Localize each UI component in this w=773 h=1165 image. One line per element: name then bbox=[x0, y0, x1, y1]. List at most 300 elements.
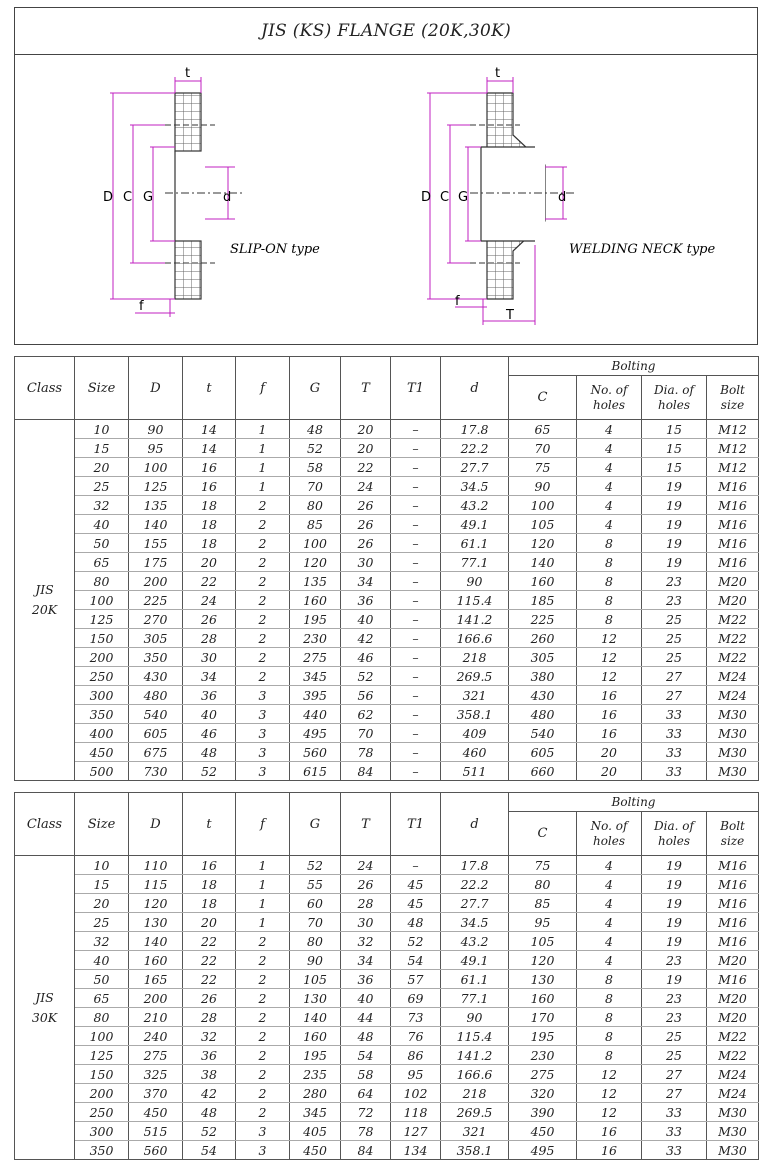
table-row bbox=[15, 989, 759, 1008]
cell-hub-length: 36 bbox=[341, 970, 391, 989]
cell-size: 40 bbox=[75, 515, 129, 534]
cell-raised-face-diameter: 90 bbox=[290, 951, 341, 970]
cell-bolt-circle: 100 bbox=[509, 496, 577, 515]
table-row bbox=[15, 856, 759, 875]
cell-hub-length: 26 bbox=[341, 534, 391, 553]
cell-bore: 43.2 bbox=[441, 496, 509, 515]
cell-raised-face-diameter: 395 bbox=[290, 686, 341, 705]
cell-no-of-holes: 12 bbox=[577, 1103, 642, 1122]
cell-no-of-holes: 16 bbox=[577, 1122, 642, 1141]
cell-size: 50 bbox=[75, 970, 129, 989]
cell-size: 25 bbox=[75, 913, 129, 932]
cell-thickness: 24 bbox=[183, 591, 236, 610]
cell-bolt-size: M16 bbox=[707, 477, 759, 496]
cell-hub-length: 32 bbox=[341, 932, 391, 951]
cell-bolt-size: M16 bbox=[707, 515, 759, 534]
cell-bolt-circle: 75 bbox=[509, 856, 577, 875]
cell-dia-of-holes: 33 bbox=[642, 1122, 707, 1141]
welding-neck-flange-drawing bbox=[421, 66, 715, 325]
jis-20k-table bbox=[14, 356, 759, 781]
cell-raised-face-diameter: 80 bbox=[290, 932, 341, 951]
cell-bolt-circle: 320 bbox=[509, 1084, 577, 1103]
cell-hub-length: 28 bbox=[341, 894, 391, 913]
cell-bore: 90 bbox=[441, 572, 509, 591]
cell-hub-length: 58 bbox=[341, 1065, 391, 1084]
cell-dia-of-holes: 25 bbox=[642, 1046, 707, 1065]
cell-bolt-circle: 75 bbox=[509, 458, 577, 477]
cell-hub-length-t1: 45 bbox=[391, 894, 441, 913]
cell-hub-length: 22 bbox=[341, 458, 391, 477]
header-size: Size bbox=[75, 357, 129, 420]
cell-thickness: 52 bbox=[183, 1122, 236, 1141]
cell-bolt-circle: 305 bbox=[509, 648, 577, 667]
cell-bore: 460 bbox=[441, 743, 509, 762]
cell-no-of-holes: 8 bbox=[577, 591, 642, 610]
header-t: t bbox=[183, 357, 236, 420]
cell-bolt-circle: 230 bbox=[509, 1046, 577, 1065]
cell-hub-length: 34 bbox=[341, 951, 391, 970]
cell-face: 2 bbox=[236, 1046, 290, 1065]
cell-raised-face-diameter: 100 bbox=[290, 534, 341, 553]
cell-outer-diameter: 160 bbox=[129, 951, 183, 970]
cell-raised-face-diameter: 85 bbox=[290, 515, 341, 534]
cell-thickness: 32 bbox=[183, 1027, 236, 1046]
welding-neck-t-label: t bbox=[495, 66, 501, 81]
cell-face: 1 bbox=[236, 894, 290, 913]
cell-hub-length: 46 bbox=[341, 648, 391, 667]
cell-face: 3 bbox=[236, 743, 290, 762]
cell-bolt-circle: 195 bbox=[509, 1027, 577, 1046]
cell-bore: 166.6 bbox=[441, 629, 509, 648]
cell-thickness: 34 bbox=[183, 667, 236, 686]
cell-bolt-size: M16 bbox=[707, 970, 759, 989]
cell-no-of-holes: 16 bbox=[577, 724, 642, 743]
table-row bbox=[15, 1141, 759, 1160]
cell-size: 80 bbox=[75, 572, 129, 591]
cell-bolt-size: M30 bbox=[707, 705, 759, 724]
cell-bolt-size: M20 bbox=[707, 1008, 759, 1027]
cell-hub-length-t1: 45 bbox=[391, 875, 441, 894]
cell-size: 300 bbox=[75, 686, 129, 705]
cell-thickness: 16 bbox=[183, 856, 236, 875]
cell-bore: 141.2 bbox=[441, 610, 509, 629]
cell-no-of-holes: 16 bbox=[577, 686, 642, 705]
cell-bolt-size: M16 bbox=[707, 496, 759, 515]
cell-face: 2 bbox=[236, 932, 290, 951]
cell-bolt-circle: 260 bbox=[509, 629, 577, 648]
cell-bolt-size: M30 bbox=[707, 1141, 759, 1160]
cell-thickness: 54 bbox=[183, 1141, 236, 1160]
cell-no-of-holes: 8 bbox=[577, 534, 642, 553]
cell-thickness: 22 bbox=[183, 932, 236, 951]
cell-bolt-circle: 105 bbox=[509, 515, 577, 534]
cell-thickness: 40 bbox=[183, 705, 236, 724]
cell-hub-length: 78 bbox=[341, 743, 391, 762]
cell-raised-face-diameter: 58 bbox=[290, 458, 341, 477]
cell-thickness: 30 bbox=[183, 648, 236, 667]
cell-outer-diameter: 210 bbox=[129, 1008, 183, 1027]
cell-bolt-circle: 140 bbox=[509, 553, 577, 572]
cell-face: 1 bbox=[236, 856, 290, 875]
cell-size: 500 bbox=[75, 762, 129, 781]
header-class: Class bbox=[15, 793, 75, 856]
cell-hub-length-t1: 127 bbox=[391, 1122, 441, 1141]
cell-bolt-size: M30 bbox=[707, 1122, 759, 1141]
cell-size: 50 bbox=[75, 534, 129, 553]
cell-hub-length-t1: – bbox=[391, 420, 441, 439]
cell-dia-of-holes: 19 bbox=[642, 856, 707, 875]
cell-bore: 49.1 bbox=[441, 951, 509, 970]
cell-thickness: 38 bbox=[183, 1065, 236, 1084]
cell-face: 1 bbox=[236, 477, 290, 496]
cell-hub-length-t1: 69 bbox=[391, 989, 441, 1008]
cell-dia-of-holes: 19 bbox=[642, 932, 707, 951]
table-row bbox=[15, 610, 759, 629]
cell-hub-length-t1: – bbox=[391, 458, 441, 477]
cell-bore: 321 bbox=[441, 1122, 509, 1141]
cell-hub-length-t1: – bbox=[391, 534, 441, 553]
cell-raised-face-diameter: 55 bbox=[290, 875, 341, 894]
cell-hub-length: 56 bbox=[341, 686, 391, 705]
header-t: t bbox=[183, 793, 236, 856]
header-no-of-holes: No. of holes bbox=[577, 812, 642, 856]
cell-hub-length: 24 bbox=[341, 856, 391, 875]
cell-outer-diameter: 110 bbox=[129, 856, 183, 875]
cell-size: 40 bbox=[75, 951, 129, 970]
cell-bolt-size: M30 bbox=[707, 762, 759, 781]
cell-bolt-size: M12 bbox=[707, 439, 759, 458]
cell-thickness: 18 bbox=[183, 894, 236, 913]
flange-drawings bbox=[15, 55, 759, 345]
cell-bore: 61.1 bbox=[441, 970, 509, 989]
cell-dia-of-holes: 23 bbox=[642, 951, 707, 970]
cell-outer-diameter: 90 bbox=[129, 420, 183, 439]
cell-hub-length-t1: – bbox=[391, 496, 441, 515]
cell-no-of-holes: 8 bbox=[577, 572, 642, 591]
cell-dia-of-holes: 15 bbox=[642, 458, 707, 477]
cell-outer-diameter: 370 bbox=[129, 1084, 183, 1103]
header-bolt-size: Bolt size bbox=[707, 812, 759, 856]
table-row bbox=[15, 477, 759, 496]
cell-face: 1 bbox=[236, 458, 290, 477]
header-size: Size bbox=[75, 793, 129, 856]
table-row bbox=[15, 439, 759, 458]
cell-hub-length-t1: 76 bbox=[391, 1027, 441, 1046]
cell-size: 10 bbox=[75, 420, 129, 439]
header-bolting: Bolting bbox=[509, 357, 759, 376]
cell-bore: 269.5 bbox=[441, 1103, 509, 1122]
cell-thickness: 36 bbox=[183, 686, 236, 705]
cell-bolt-size: M22 bbox=[707, 1046, 759, 1065]
cell-raised-face-diameter: 450 bbox=[290, 1141, 341, 1160]
cell-thickness: 18 bbox=[183, 496, 236, 515]
cell-bolt-circle: 660 bbox=[509, 762, 577, 781]
table-row bbox=[15, 724, 759, 743]
cell-no-of-holes: 4 bbox=[577, 515, 642, 534]
cell-raised-face-diameter: 405 bbox=[290, 1122, 341, 1141]
cell-outer-diameter: 100 bbox=[129, 458, 183, 477]
header-t-hub: T bbox=[341, 793, 391, 856]
cell-dia-of-holes: 19 bbox=[642, 496, 707, 515]
cell-dia-of-holes: 19 bbox=[642, 894, 707, 913]
cell-face: 3 bbox=[236, 686, 290, 705]
cell-hub-length-t1: – bbox=[391, 477, 441, 496]
cell-dia-of-holes: 19 bbox=[642, 477, 707, 496]
cell-hub-length-t1: 48 bbox=[391, 913, 441, 932]
cell-face: 2 bbox=[236, 591, 290, 610]
cell-size: 65 bbox=[75, 553, 129, 572]
cell-face: 1 bbox=[236, 420, 290, 439]
cell-hub-length-t1: – bbox=[391, 762, 441, 781]
cell-face: 1 bbox=[236, 875, 290, 894]
cell-no-of-holes: 4 bbox=[577, 477, 642, 496]
cell-face: 2 bbox=[236, 553, 290, 572]
cell-bolt-size: M24 bbox=[707, 1065, 759, 1084]
table-row bbox=[15, 951, 759, 970]
cell-outer-diameter: 140 bbox=[129, 932, 183, 951]
table-row bbox=[15, 894, 759, 913]
cell-no-of-holes: 8 bbox=[577, 1027, 642, 1046]
cell-hub-length: 24 bbox=[341, 477, 391, 496]
cell-face: 3 bbox=[236, 1141, 290, 1160]
cell-hub-length-t1: – bbox=[391, 572, 441, 591]
cell-hub-length-t1: 86 bbox=[391, 1046, 441, 1065]
cell-thickness: 18 bbox=[183, 515, 236, 534]
header-bore: d bbox=[441, 793, 509, 856]
cell-bore: 27.7 bbox=[441, 894, 509, 913]
cell-face: 2 bbox=[236, 610, 290, 629]
table-row bbox=[15, 1084, 759, 1103]
cell-bolt-circle: 380 bbox=[509, 667, 577, 686]
cell-size: 250 bbox=[75, 667, 129, 686]
cell-raised-face-diameter: 195 bbox=[290, 1046, 341, 1065]
cell-bolt-size: M20 bbox=[707, 572, 759, 591]
cell-thickness: 36 bbox=[183, 1046, 236, 1065]
cell-raised-face-diameter: 230 bbox=[290, 629, 341, 648]
cell-bolt-circle: 130 bbox=[509, 970, 577, 989]
cell-raised-face-diameter: 615 bbox=[290, 762, 341, 781]
cell-size: 350 bbox=[75, 1141, 129, 1160]
cell-bolt-circle: 430 bbox=[509, 686, 577, 705]
cell-outer-diameter: 305 bbox=[129, 629, 183, 648]
cell-raised-face-diameter: 80 bbox=[290, 496, 341, 515]
cell-dia-of-holes: 25 bbox=[642, 629, 707, 648]
cell-bolt-size: M16 bbox=[707, 856, 759, 875]
cell-outer-diameter: 155 bbox=[129, 534, 183, 553]
cell-bore: 34.5 bbox=[441, 477, 509, 496]
cell-no-of-holes: 12 bbox=[577, 1084, 642, 1103]
cell-bolt-circle: 65 bbox=[509, 420, 577, 439]
cell-thickness: 26 bbox=[183, 989, 236, 1008]
cell-size: 20 bbox=[75, 458, 129, 477]
cell-bolt-size: M12 bbox=[707, 458, 759, 477]
cell-face: 2 bbox=[236, 496, 290, 515]
cell-bore: 511 bbox=[441, 762, 509, 781]
header-f: f bbox=[236, 793, 290, 856]
cell-bolt-circle: 95 bbox=[509, 913, 577, 932]
cell-dia-of-holes: 33 bbox=[642, 1103, 707, 1122]
cell-bore: 77.1 bbox=[441, 989, 509, 1008]
welding-neck-d-label: D bbox=[421, 190, 432, 205]
table-row bbox=[15, 1103, 759, 1122]
cell-size: 450 bbox=[75, 743, 129, 762]
cell-bolt-size: M16 bbox=[707, 932, 759, 951]
cell-size: 100 bbox=[75, 1027, 129, 1046]
table-row bbox=[15, 629, 759, 648]
table-row bbox=[15, 686, 759, 705]
cell-bore: 27.7 bbox=[441, 458, 509, 477]
cell-raised-face-diameter: 560 bbox=[290, 743, 341, 762]
table-row bbox=[15, 458, 759, 477]
cell-raised-face-diameter: 140 bbox=[290, 1008, 341, 1027]
cell-bolt-circle: 85 bbox=[509, 894, 577, 913]
cell-dia-of-holes: 25 bbox=[642, 1027, 707, 1046]
table-row bbox=[15, 705, 759, 724]
cell-outer-diameter: 240 bbox=[129, 1027, 183, 1046]
table-row bbox=[15, 1065, 759, 1084]
cell-no-of-holes: 16 bbox=[577, 705, 642, 724]
cell-thickness: 18 bbox=[183, 875, 236, 894]
cell-hub-length-t1: 52 bbox=[391, 932, 441, 951]
table-row bbox=[15, 591, 759, 610]
welding-neck-bore-label: d bbox=[558, 190, 567, 205]
flange-diagrams bbox=[14, 55, 758, 345]
cell-no-of-holes: 8 bbox=[577, 989, 642, 1008]
cell-face: 2 bbox=[236, 1103, 290, 1122]
cell-thickness: 16 bbox=[183, 477, 236, 496]
cell-outer-diameter: 275 bbox=[129, 1046, 183, 1065]
cell-face: 2 bbox=[236, 629, 290, 648]
cell-outer-diameter: 325 bbox=[129, 1065, 183, 1084]
cell-dia-of-holes: 19 bbox=[642, 515, 707, 534]
cell-no-of-holes: 4 bbox=[577, 458, 642, 477]
cell-hub-length: 48 bbox=[341, 1027, 391, 1046]
cell-no-of-holes: 8 bbox=[577, 970, 642, 989]
header-class: Class bbox=[15, 357, 75, 420]
cell-bore: 218 bbox=[441, 648, 509, 667]
table-row bbox=[15, 515, 759, 534]
slip-on-g-label: G bbox=[143, 190, 154, 205]
cell-no-of-holes: 4 bbox=[577, 856, 642, 875]
cell-outer-diameter: 135 bbox=[129, 496, 183, 515]
cell-face: 1 bbox=[236, 913, 290, 932]
class-cell: JIS 20K bbox=[15, 420, 75, 781]
header-d-outer: D bbox=[129, 793, 183, 856]
cell-no-of-holes: 8 bbox=[577, 610, 642, 629]
header-f: f bbox=[236, 357, 290, 420]
cell-hub-length: 78 bbox=[341, 1122, 391, 1141]
cell-hub-length: 40 bbox=[341, 610, 391, 629]
cell-bore: 218 bbox=[441, 1084, 509, 1103]
cell-hub-length-t1: – bbox=[391, 439, 441, 458]
cell-bore: 141.2 bbox=[441, 1046, 509, 1065]
cell-bore: 358.1 bbox=[441, 705, 509, 724]
cell-dia-of-holes: 27 bbox=[642, 667, 707, 686]
cell-face: 3 bbox=[236, 762, 290, 781]
cell-thickness: 48 bbox=[183, 743, 236, 762]
cell-size: 10 bbox=[75, 856, 129, 875]
cell-no-of-holes: 4 bbox=[577, 951, 642, 970]
cell-outer-diameter: 430 bbox=[129, 667, 183, 686]
cell-face: 2 bbox=[236, 1084, 290, 1103]
cell-size: 20 bbox=[75, 894, 129, 913]
cell-dia-of-holes: 19 bbox=[642, 534, 707, 553]
table-row bbox=[15, 1046, 759, 1065]
cell-face: 3 bbox=[236, 724, 290, 743]
slip-on-t-label: t bbox=[185, 66, 191, 81]
slip-on-d-label: D bbox=[103, 190, 114, 205]
cell-bolt-size: M24 bbox=[707, 686, 759, 705]
cell-no-of-holes: 20 bbox=[577, 743, 642, 762]
table-row bbox=[15, 970, 759, 989]
cell-raised-face-diameter: 235 bbox=[290, 1065, 341, 1084]
table-row bbox=[15, 553, 759, 572]
cell-hub-length: 84 bbox=[341, 1141, 391, 1160]
cell-bore: 17.8 bbox=[441, 420, 509, 439]
cell-hub-length: 36 bbox=[341, 591, 391, 610]
cell-dia-of-holes: 23 bbox=[642, 1008, 707, 1027]
cell-outer-diameter: 730 bbox=[129, 762, 183, 781]
cell-raised-face-diameter: 275 bbox=[290, 648, 341, 667]
cell-raised-face-diameter: 160 bbox=[290, 1027, 341, 1046]
cell-raised-face-diameter: 130 bbox=[290, 989, 341, 1008]
cell-size: 125 bbox=[75, 1046, 129, 1065]
cell-hub-length: 26 bbox=[341, 496, 391, 515]
cell-size: 150 bbox=[75, 629, 129, 648]
cell-hub-length-t1: – bbox=[391, 591, 441, 610]
cell-face: 3 bbox=[236, 705, 290, 724]
slip-on-bore-label: d bbox=[223, 190, 232, 205]
cell-bolt-circle: 80 bbox=[509, 875, 577, 894]
jis-30k-table bbox=[14, 792, 759, 1160]
cell-hub-length: 70 bbox=[341, 724, 391, 743]
cell-raised-face-diameter: 280 bbox=[290, 1084, 341, 1103]
cell-bolt-circle: 120 bbox=[509, 534, 577, 553]
cell-thickness: 16 bbox=[183, 458, 236, 477]
cell-size: 150 bbox=[75, 1065, 129, 1084]
cell-face: 2 bbox=[236, 1027, 290, 1046]
cell-bolt-circle: 160 bbox=[509, 572, 577, 591]
cell-size: 32 bbox=[75, 932, 129, 951]
cell-outer-diameter: 480 bbox=[129, 686, 183, 705]
cell-hub-length: 42 bbox=[341, 629, 391, 648]
cell-raised-face-diameter: 135 bbox=[290, 572, 341, 591]
cell-hub-length: 30 bbox=[341, 913, 391, 932]
cell-size: 15 bbox=[75, 439, 129, 458]
cell-outer-diameter: 605 bbox=[129, 724, 183, 743]
cell-size: 25 bbox=[75, 477, 129, 496]
cell-outer-diameter: 130 bbox=[129, 913, 183, 932]
cell-dia-of-holes: 27 bbox=[642, 1065, 707, 1084]
cell-hub-length: 40 bbox=[341, 989, 391, 1008]
table-row bbox=[15, 1008, 759, 1027]
cell-bolt-circle: 160 bbox=[509, 989, 577, 1008]
cell-size: 80 bbox=[75, 1008, 129, 1027]
cell-dia-of-holes: 19 bbox=[642, 913, 707, 932]
cell-raised-face-diameter: 52 bbox=[290, 439, 341, 458]
table-row bbox=[15, 420, 759, 439]
slip-on-type-label: SLIP-ON type bbox=[230, 242, 320, 257]
cell-dia-of-holes: 33 bbox=[642, 705, 707, 724]
table-row bbox=[15, 534, 759, 553]
cell-dia-of-holes: 33 bbox=[642, 1141, 707, 1160]
class-cell: JIS 30K bbox=[15, 856, 75, 1160]
cell-bore: 49.1 bbox=[441, 515, 509, 534]
header-d-outer: D bbox=[129, 357, 183, 420]
cell-outer-diameter: 115 bbox=[129, 875, 183, 894]
cell-bolt-size: M16 bbox=[707, 534, 759, 553]
table-row bbox=[15, 667, 759, 686]
